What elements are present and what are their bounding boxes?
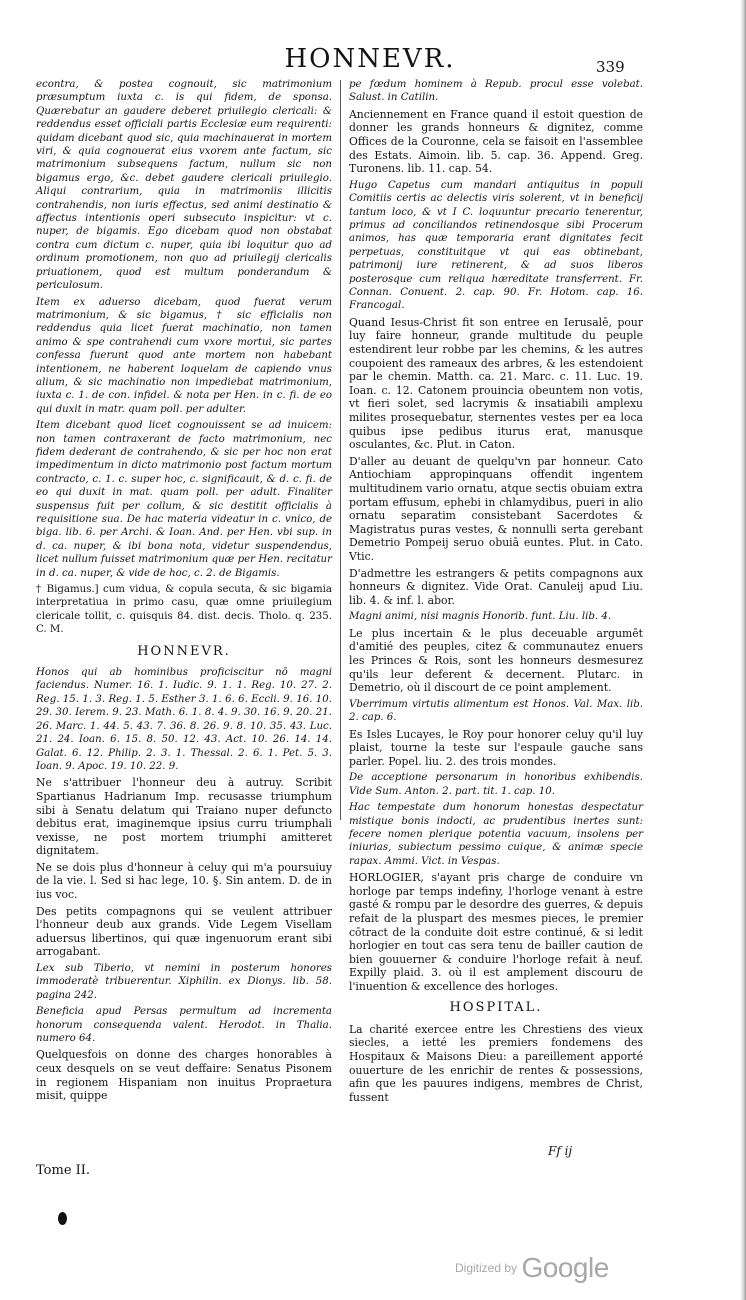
paragraph: econtra, & postea cognouit, sic matrimonium præsumptum iuxta c. is qui fidem, de sponsa. Quærebatur an gaudere deberet priuilegio clericali: & reddendus esset officiali partis Ecclesiæ eum requirenti: quidam dicebant quod sic, quia machinauerat in mortem viri, & quia cognouerat eius vxorem ante factum, sic matrimonium subsequens factum, nullum sic non bigamus ergo, &c. debet gaudere clericali priuilegio. Aliqui contrarium, quia in matrimoniis illicitis contrahendis, non iuris effectus, sed animi destinatio & affectus intentionis operi subsecuto inspicitur: vt c. nuper, de bigamis. Ego dicebam quod non obstabat contra cum dictum c. nuper, quia ibi loquitur quo ad ordinum promotionem, non quo ad priuilegij clericalis priuationem, quod est multum ponderandum & periculosum. xyxy=(36,79,332,292)
running-head: HONNEVR. xyxy=(284,44,456,74)
paragraph: Hugo Capetus cum mandari antiquitus in populi Comitiis certis ac delectis viris solerent, vt in beneficij tantum loco, & vt I C. loquuntur precario tenerentur, primus ad conciliandos retinendosque sibi Procerum animos, has quæ temporaria erant dignitates fecit perpetuas, constituitque vt qui eas obtinebant, patrimonij iure retinerent, & ad suos liberos posterosque cum reliqua hæreditate transferrent. Fr. Connan. Conuent. 2. cap. 90. Fr. Hotom. cap. 16. Francogal. xyxy=(349,179,643,312)
paragraph: Des petits compagnons qui se veulent attribuer l'honneur deub aux grands. Vide Legem Visellam aduersus libertinos, qui quæ ingenuorum erant sibi arrogabant. xyxy=(36,904,332,959)
paragraph: Ne se dois plus d'honneur à celuy qui m'a poursuiuy de la vie. l. Sed si hac lege, 10. §. Sin antem. D. de in ius voc. xyxy=(36,860,332,902)
digitized-watermark xyxy=(455,1252,609,1284)
section-title-honneur: HONNEVR. xyxy=(137,643,231,659)
paragraph: Quand Iesus-Christ fit son entree en Ierusalē, pour luy faire honneur, grande multitude du peuple estendirent leur robbe par les chemins, & les autres coupoient des rameaux des arbres, & les estendoient par le chemin. Matth. ca. 21. Marc. c. 11. Luc. 19. Ioan. c. 12. Catonem prouincia obeuntem non votis, vt fieri solet, sed lacrymis & insatiabili amplexu milites prosequebatur, sternentes vestes per ea loca quibus ipse pedibus iturus erat, manusque osculantes, &c. Plut. in Caton. xyxy=(349,315,643,452)
paragraph: Magni animi, nisi magnis Honorib. funt. Liu. lib. 4. xyxy=(349,611,612,623)
paragraph: Ne s'attribuer l'honneur deu à autruy. Scribit Spartianus Hadrianum Imp. recusasse triumphum sibi à Senatu delatum qui Traiano nuper defuncto debitus erat, imaginemque ipsius curru triumphali vexisse, ne post mortem triumphi amitteret dignitatem. xyxy=(36,776,332,858)
paragraph: Le plus incertain & le plus deceuable argumēt d'amitié des peuples, citez & communautez enuers les Princes & Rois, sont les honneurs desmesurez qu'ils leur deferent & decernent. Plutarc. in Demetrio, où il discourt de ce point amplement. xyxy=(349,626,643,695)
paragraph: D'admettre les estrangers & petits compagnons aux honneurs & dignitez. Vide Orat. Canuleij apud Liu. lib. 4. & inf. l. abor. xyxy=(349,566,643,607)
paragraph: Quelquesfois on donne des charges honorables à ceux desquels on se veut deffaire: Senatus Pisonem in regionem Hispaniam non inuitus Propraetura misit, quippe xyxy=(36,1048,332,1103)
paragraph: HORLOGIER, s'ayant pris charge de conduire vn horloge par temps indefiny, l'horloge venant à estre gasté & rompu par le desordre des guerres, & depuis refait de la pluspart des mesmes pieces, le premier cōtract de la conduite doit estre continué, & si ledit horlogier en tout cas sera tenu de bailler caution de bien gouuerner & conduire l'horloge refait à neuf. Expilly plaid. 3. où il est amplement discouru de l'inuention & excellence des horloges. xyxy=(349,871,643,993)
column-divider xyxy=(340,80,341,820)
paragraph: † Bigamus.] cum vidua, & copula secuta, & sic bigamia interpretatiua in primo casu, quæ omne priuilegium clericale tollit, c. quisquis 84. dist. decis. Tholo. q. 235. C. M. xyxy=(36,584,332,636)
paragraph: De acceptione personarum in honoribus exhibendis. Vide Sum. Anton. 2. part. tit. 1. cap. 10. xyxy=(349,772,643,797)
google-logo: Google xyxy=(521,1252,609,1283)
signature-mark: Ff ij xyxy=(548,1144,573,1158)
watermark-prefix: Digitized by xyxy=(455,1261,518,1275)
paragraph: Hac tempestate dum honorum honestas despectatur mistique bonis indocti, ac prudentibus inertes sunt: fecere nomen plerique potentia vacuum, insolens per iniurias, subiectum pessimo cuique, & animæ specie rapax. Ammi. Vict. in Vespas. xyxy=(349,802,643,867)
left-column xyxy=(36,78,332,1106)
paragraph: Beneficia apud Persas permultum ad incrementa honorum consequenda valent. Herodot. in Thalia. numero 64. xyxy=(36,1006,332,1045)
paragraph: La charité exercee entre les Chrestiens des vieux siecles, a ietté les premiers fondemens des Hospitaux & Maisons Dieu: a pareillement apporté ouuerture de les enrichir de rentes & possessions, afin que les pauures indigens, membres de Christ, fussent xyxy=(349,1022,643,1104)
paragraph: D'aller au deuant de quelqu'vn par honneur. Cato Antiochiam appropinquans offendit ingentem multitudinem vario ornatu, atque sectis obuiam extra portam effusum, ephebi in chlamydibus, pueri in alio ornatu separatim consistebant Sacerdotes & Magistratus puras vestes, & nonnulli serta gerebant Demetrio Pompeij seruo obuiā euntes. Plut. in Cato. Vtic. xyxy=(349,454,643,563)
right-column xyxy=(349,78,643,1107)
page-gutter-edge xyxy=(740,0,746,1300)
paragraph: Anciennement en France quand il estoit question de donner les grands honneurs & dignitez, comme Offices de la Couronne, cela se faisoit en l'assemblee des Estats. Aimoin. lib. 5. cap. 36. Append. Greg. Turonens. lib. 11. cap. 54. xyxy=(349,107,643,176)
section-title-hospital: HOSPITAL. xyxy=(449,1000,543,1016)
page-number: 339 xyxy=(596,58,625,76)
paragraph: Item ex aduerso dicebam, quod fuerat verum matrimonium, & sic bigamus, † sic efficialis non reddendus quia licet fuerat machinatio, non tamen animo & spe contrahendi cum vxore mortui, sic partes confessa fuerunt quod ante mortem non habebant intentionem, ne haberent loquelam de capiendo vnus alium, & sic machinatio non impediebat matrimonium, iuxta c. 1. de con. infidel. & nota per Hen. in c. fi. de eo qui duxit in matr. quam poll. per adulter. xyxy=(36,296,332,415)
paragraph: Honos qui ab hominibus proficiscitur nō magni faciendus. Numer. 16. 1. Iudic. 9. 1. 1. Reg. 10. 27. 2. Reg. 15. 1. 3. Reg. 1. 5. Esther 3. 1. 6. 6. Eccli. 9. 16. 10. 29. 30. Ierem. 9. 23. Math. 6. 1. 8. 4. 9. 30. 16. 9. 20. 21. 26. Marc. 1. 44. 5. 43. 7. 36. 8. 26. 9. 8. 10. 35. 43. Luc. 21. 24. Ioan. 6. 15. 8. 50. 12. 43. Act. 10. 26. 14. 14. Galat. 6. 12. Philip. 2. 3. 1. Thessal. 2. 6. 1. Pet. 5. 3. Ioan. 9. Apoc. 19. 10. 22. 9. xyxy=(36,667,332,772)
paragraph: Es Isles Lucayes, le Roy pour honorer celuy qu'il luy plaist, tourne la teste sur l'espaule gauche sans parler. Popel. liu. 2. des trois mondes. xyxy=(349,727,643,768)
volume-signature: Tome II. xyxy=(36,1163,91,1178)
ink-blot xyxy=(58,1212,67,1225)
paragraph: Vberrimum virtutis alimentum est Honos. Val. Max. lib. 2. cap. 6. xyxy=(349,698,643,724)
paragraph: Lex sub Tiberio, vt nemini in posterum honores immoderatè tribuerentur. Xiphilin. ex Dionys. lib. 58. pagina 242. xyxy=(36,963,332,1001)
paragraph: pe fœdum hominem à Repub. procul esse volebat. Salust. in Catilin. xyxy=(349,79,643,104)
paragraph: Item dicebant quod licet cognouissent se ad inuicem: non tamen contraxerant de facto matrimonium, nec fidem dederant de contrahendo, & sic per hoc non erat impedimentum in dicto matrimonio post factum mortum contracto, c. 1. c. super hoc, c. significauit, & d. c. fi. de eo qui duxit in mat. quam poll. per adult. Finaliter suspensus fuit per collum, & sic destitit officialis à requisitione sua. De hac materia videatur in c. vnico, de biga. lib. 6. per Archi. & Ioan. And. per Hen. vbi sup. in d. ca. nuper, & ibi bona nota, videtur suspendendus, licet nullum fuisset matrimonium quæ per Hen. recitatur in d. ca. nuper, & vide de hoc, c. 2. de Bigamis. xyxy=(36,420,332,579)
